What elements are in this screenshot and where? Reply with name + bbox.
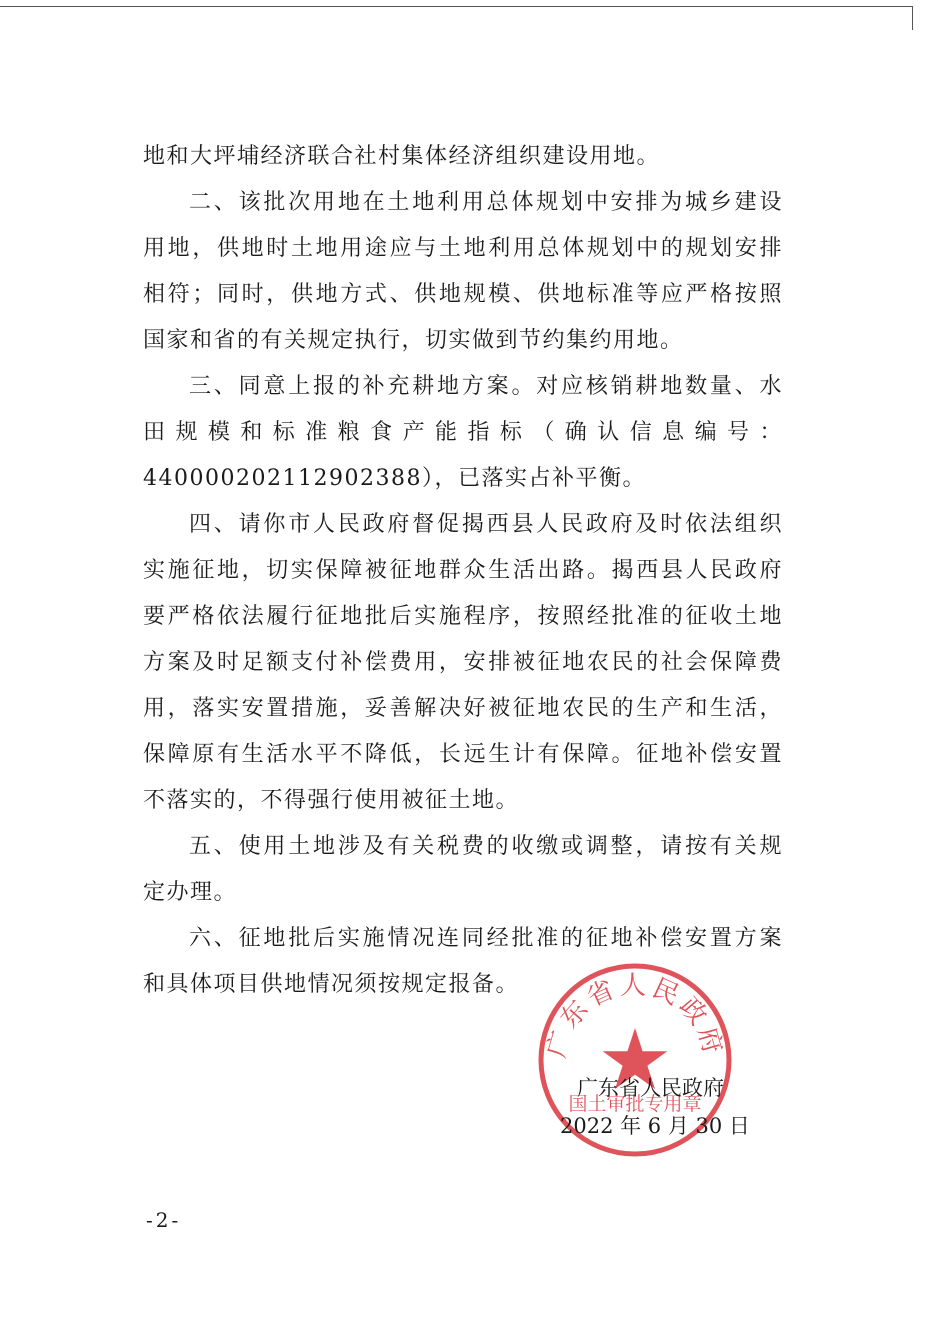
document-body [143,134,783,1008]
paragraph-line: 方案及时足额支付补偿费用，安排被征地农民的社会保障费 [143,650,783,675]
top-border-line [0,6,912,7]
paragraph-line: 五、使用土地涉及有关税费的收缴或调整，请按有关规 [189,834,783,859]
paragraph-line: 三、同意上报的补充耕地方案。对应核销耕地数量、水 [189,374,783,399]
paragraph-line: 不落实的，不得强行使用被征土地。 [143,788,520,813]
seal-inner-text: 国土审批专用章 [568,1093,702,1115]
seal-outer-text: 广东省人民政府 [541,971,729,1061]
paragraph-line: 用地，供地时土地用途应与土地利用总体规划中的规划安排 [143,236,783,261]
paragraph-line: 定办理。 [143,880,238,905]
paragraph-line: 实施征地，切实保障被征地群众生活出路。揭西县人民政府 [143,558,783,583]
paragraph-line: 相符；同时，供地方式、供地规模、供地标准等应严格按照 [143,282,783,307]
page-number: -2- [146,1208,182,1232]
signature-date: 2022 年 6 月 30 日 [560,1114,750,1138]
paragraph-line: 四、请你市人民政府督促揭西县人民政府及时依法组织 [189,512,783,537]
paragraph-line: 田规模和标准粮食产能指标（确认信息编号： [143,420,783,445]
signature-org: 广东省人民政府 [577,1076,724,1100]
right-border-line [912,6,913,30]
paragraph-line: 六、征地批后实施情况连同经批准的征地补偿安置方案 [189,926,783,951]
paragraph-line: 440000202112902388），已落实占补平衡。 [143,466,646,491]
paragraph-line: 二、该批次用地在土地利用总体规划中安排为城乡建设 [189,190,783,215]
paragraph-line: 和具体项目供地情况须按规定报备。 [143,972,520,997]
paragraph-line: 地和大坪埔经济联合社村集体经济组织建设用地。 [143,144,661,169]
paragraph-line: 要严格依法履行征地批后实施程序，按照经批准的征收土地 [143,604,783,629]
paragraph-line: 保障原有生活水平不降低，长远生计有保障。征地补偿安置 [143,742,783,767]
paragraph-line: 用，落实安置措施，妥善解决好被征地农民的生产和生活， [143,696,783,721]
paragraph-line: 国家和省的有关规定执行，切实做到节约集约用地。 [143,328,684,353]
